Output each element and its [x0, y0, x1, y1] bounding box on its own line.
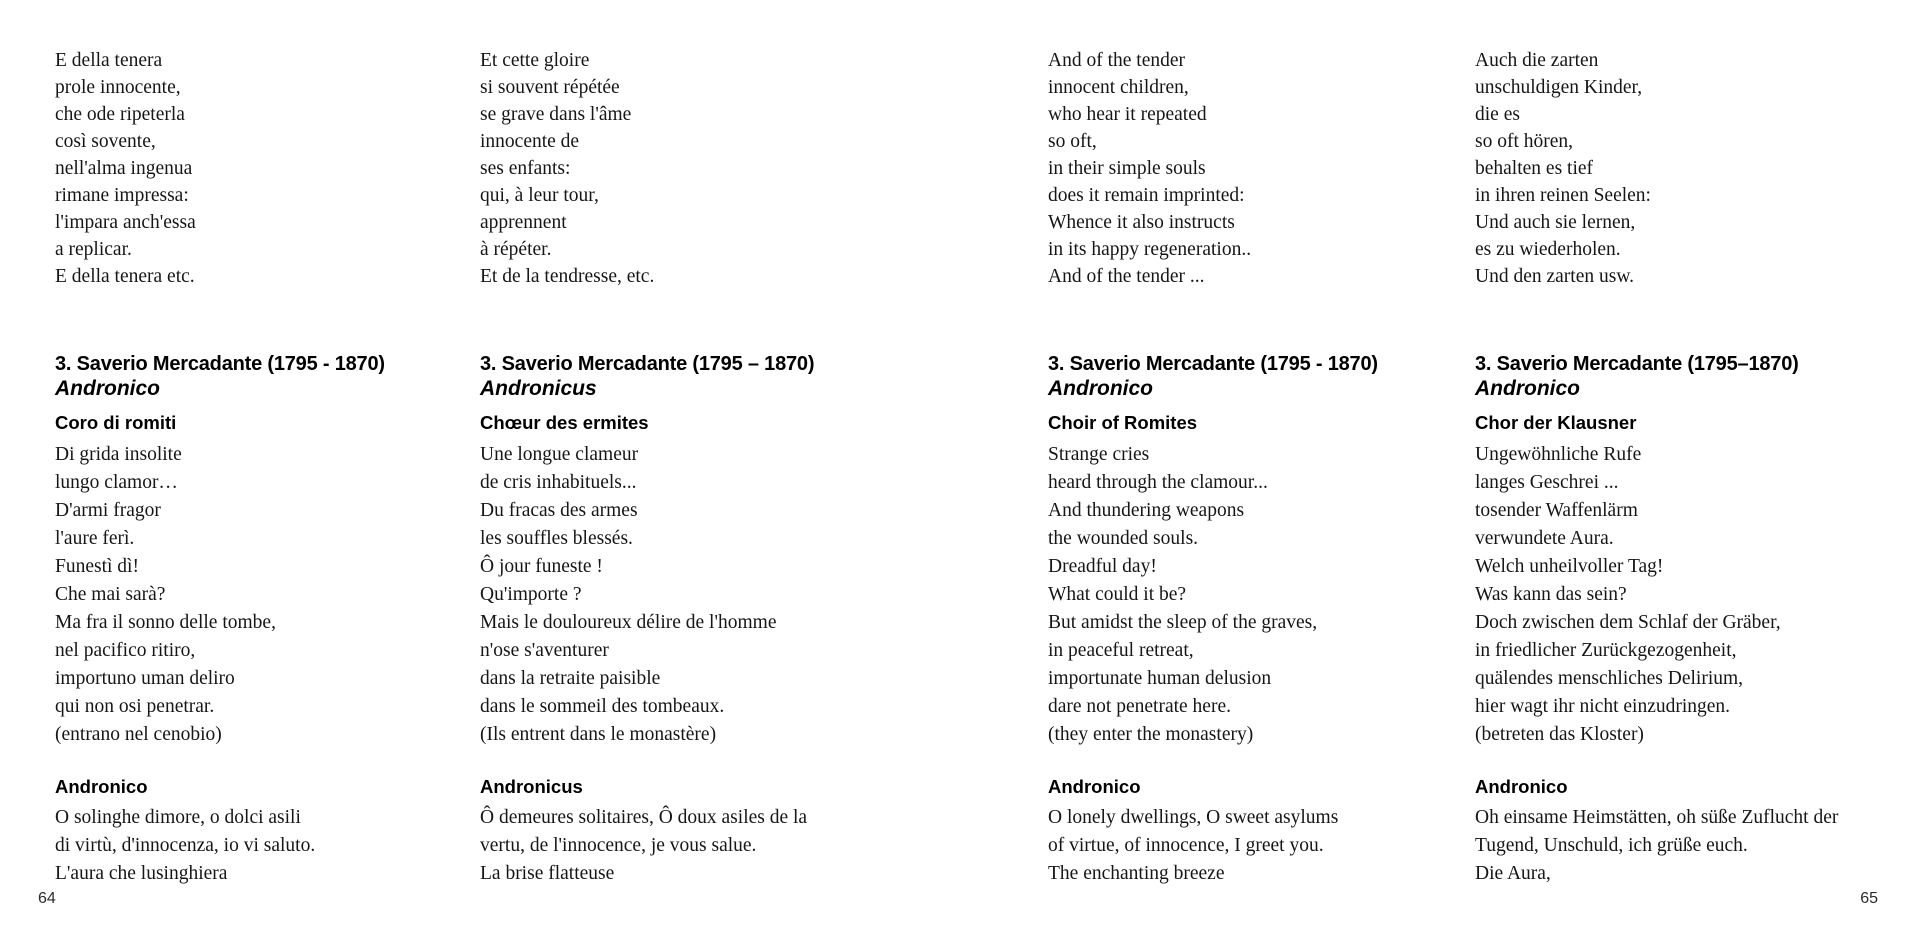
- text-line: E della tenera: [55, 50, 163, 71]
- character-stanza: [55, 804, 385, 888]
- libretto-column-english: [1048, 47, 1378, 888]
- voice-label: Coro di romiti: [55, 412, 177, 433]
- text-line: Tugend, Unschuld, ich grüße euch.: [1475, 835, 1748, 856]
- text-line: innocente de: [480, 131, 580, 152]
- text-line: langes Geschrei ...: [1475, 472, 1619, 493]
- text-line: in their simple souls: [1048, 158, 1206, 179]
- text-line: Und auch sie lernen,: [1475, 212, 1636, 233]
- text-line: in ihren reinen Seelen:: [1475, 185, 1651, 206]
- text-line: Du fracas des armes: [480, 500, 638, 521]
- character-label: Andronico: [1048, 776, 1141, 797]
- voice-label: Chor der Klausner: [1475, 412, 1637, 433]
- text-line: hier wagt ihr nicht einzudringen.: [1475, 696, 1731, 717]
- text-line: à répéter.: [480, 239, 552, 260]
- text-line: Und den zarten usw.: [1475, 266, 1635, 287]
- text-line: prole innocente,: [55, 77, 181, 98]
- work-title: Andronicus: [480, 377, 597, 400]
- text-line: Auch die zarten: [1475, 50, 1599, 71]
- voice-label: Choir of Romites: [1048, 412, 1198, 433]
- text-line: l'impara anch'essa: [55, 212, 196, 233]
- text-line: Strange cries: [1048, 444, 1150, 465]
- libretto-column-italian: [55, 47, 385, 888]
- text-line: And thundering weapons: [1048, 500, 1245, 521]
- text-line: qui non osi penetrar.: [55, 696, 215, 717]
- text-line: importunate human delusion: [1048, 668, 1272, 689]
- text-line: (betreten das Kloster): [1475, 724, 1644, 745]
- text-line: Was kann das sein?: [1475, 584, 1627, 605]
- text-line: verwundete Aura.: [1475, 528, 1614, 549]
- text-line: che ode ripeterla: [55, 104, 185, 125]
- text-line: quälendes menschliches Delirium,: [1475, 668, 1744, 689]
- text-line: D'armi fragor: [55, 500, 161, 521]
- piece-section: [1475, 352, 1838, 888]
- character-label: Andronicus: [480, 776, 583, 797]
- stanza-continuation: [55, 47, 385, 290]
- text-line: behalten es tief: [1475, 158, 1594, 179]
- text-line: unschuldigen Kinder,: [1475, 77, 1643, 98]
- text-line: se grave dans l'âme: [480, 104, 632, 125]
- choir-stanza: [480, 441, 814, 749]
- text-line: dans le sommeil des tombeaux.: [480, 696, 725, 717]
- text-line: es zu wiederholen.: [1475, 239, 1621, 260]
- composer-heading: 3. Saverio Mercadante (1795–1870): [1475, 353, 1799, 375]
- text-line: les souffles blessés.: [480, 528, 633, 549]
- text-line: si souvent répétée: [480, 77, 620, 98]
- text-line: a replicar.: [55, 239, 132, 260]
- composer-heading: 3. Saverio Mercadante (1795 - 1870): [55, 353, 385, 375]
- text-line: so oft,: [1048, 131, 1097, 152]
- text-line: Dreadful day!: [1048, 556, 1157, 577]
- choir-stanza: [1048, 441, 1378, 749]
- text-line: Die Aura,: [1475, 863, 1551, 884]
- text-line: innocent children,: [1048, 77, 1189, 98]
- libretto-column-german: [1475, 47, 1838, 888]
- text-line: And of the tender: [1048, 50, 1185, 71]
- text-line: Doch zwischen dem Schlaf der Gräber,: [1475, 612, 1781, 633]
- text-line: ses enfants:: [480, 158, 571, 179]
- text-line: does it remain imprinted:: [1048, 185, 1245, 206]
- text-line: Ô demeures solitaires, Ô doux asiles de la: [480, 807, 808, 828]
- text-line: Et de la tendresse, etc.: [480, 266, 655, 287]
- text-line: heard through the clamour...: [1048, 472, 1268, 493]
- text-line: so oft hören,: [1475, 131, 1574, 152]
- text-line: Et cette gloire: [480, 50, 590, 71]
- text-line: nell'alma ingenua: [55, 158, 193, 179]
- composer-heading: 3. Saverio Mercadante (1795 - 1870): [1048, 353, 1378, 375]
- text-line: de cris inhabituels...: [480, 472, 637, 493]
- text-line: nel pacifico ritiro,: [55, 640, 196, 661]
- text-line: Mais le douloureux délire de l'homme: [480, 612, 777, 633]
- text-line: lungo clamor…: [55, 472, 178, 493]
- text-line: Ungewöhnliche Rufe: [1475, 444, 1642, 465]
- text-line: What could it be?: [1048, 584, 1187, 605]
- voice-label: Chœur des ermites: [480, 412, 649, 433]
- text-line: n'ose s'aventurer: [480, 640, 609, 661]
- piece-section: [480, 352, 814, 888]
- work-title: Andronico: [55, 377, 160, 400]
- stanza-continuation: [1475, 47, 1838, 290]
- text-line: Ô jour funeste !: [480, 556, 603, 577]
- text-line: Ma fra il sonno delle tombe,: [55, 612, 276, 633]
- text-line: Whence it also instructs: [1048, 212, 1235, 233]
- text-line: But amidst the sleep of the graves,: [1048, 612, 1318, 633]
- text-line: (entrano nel cenobio): [55, 724, 222, 745]
- text-line: tosender Waffenlärm: [1475, 500, 1638, 521]
- text-line: La brise flatteuse: [480, 863, 615, 884]
- text-line: in peaceful retreat,: [1048, 640, 1194, 661]
- stanza-continuation: [480, 47, 814, 290]
- text-line: the wounded souls.: [1048, 528, 1199, 549]
- character-stanza: [1048, 804, 1378, 888]
- text-line: in friedlicher Zurückgezogenheit,: [1475, 640, 1737, 661]
- work-title: Andronico: [1475, 377, 1580, 400]
- text-line: who hear it repeated: [1048, 104, 1207, 125]
- text-line: così sovente,: [55, 131, 156, 152]
- piece-section: [1048, 352, 1378, 888]
- text-line: dare not penetrate here.: [1048, 696, 1231, 717]
- text-line: O lonely dwellings, O sweet asylums: [1048, 807, 1339, 828]
- text-line: die es: [1475, 104, 1520, 125]
- character-stanza: [1475, 804, 1838, 888]
- choir-stanza: [1475, 441, 1838, 749]
- libretto-column-french: [480, 47, 814, 888]
- character-label: Andronico: [55, 776, 148, 797]
- stanza-continuation: [1048, 47, 1378, 290]
- text-line: The enchanting breeze: [1048, 863, 1225, 884]
- text-line: importuno uman deliro: [55, 668, 235, 689]
- text-line: Oh einsame Heimstätten, oh süße Zuflucht der: [1475, 807, 1839, 828]
- text-line: Che mai sarà?: [55, 584, 166, 605]
- text-line: l'aure ferì.: [55, 528, 135, 549]
- text-line: Funestì dì!: [55, 556, 139, 577]
- work-title: Andronico: [1048, 377, 1153, 400]
- text-line: L'aura che lusinghiera: [55, 863, 228, 884]
- text-line: di virtù, d'innocenza, io vi saluto.: [55, 835, 316, 856]
- text-line: vertu, de l'innocence, je vous salue.: [480, 835, 757, 856]
- text-line: E della tenera etc.: [55, 266, 195, 287]
- character-stanza: [480, 804, 814, 888]
- text-line: of virtue, of innocence, I greet you.: [1048, 835, 1324, 856]
- text-line: rimane impressa:: [55, 185, 189, 206]
- page-number-left: 64: [38, 890, 56, 907]
- text-line: Di grida insolite: [55, 444, 182, 465]
- piece-section: [55, 352, 385, 888]
- page-number-right: 65: [1860, 890, 1878, 907]
- composer-heading: 3. Saverio Mercadante (1795 – 1870): [480, 353, 815, 375]
- text-line: qui, à leur tour,: [480, 185, 599, 206]
- text-line: O solinghe dimore, o dolci asili: [55, 807, 301, 828]
- text-line: apprennent: [480, 212, 567, 233]
- text-line: (Ils entrent dans le monastère): [480, 724, 717, 745]
- text-line: And of the tender ...: [1048, 266, 1205, 287]
- text-line: in its happy regeneration..: [1048, 239, 1252, 260]
- character-label: Andronico: [1475, 776, 1568, 797]
- text-line: Qu'importe ?: [480, 584, 582, 605]
- text-line: Welch unheilvoller Tag!: [1475, 556, 1664, 577]
- text-line: Une longue clameur: [480, 444, 639, 465]
- text-line: dans la retraite paisible: [480, 668, 661, 689]
- choir-stanza: [55, 441, 385, 749]
- text-line: (they enter the monastery): [1048, 724, 1254, 745]
